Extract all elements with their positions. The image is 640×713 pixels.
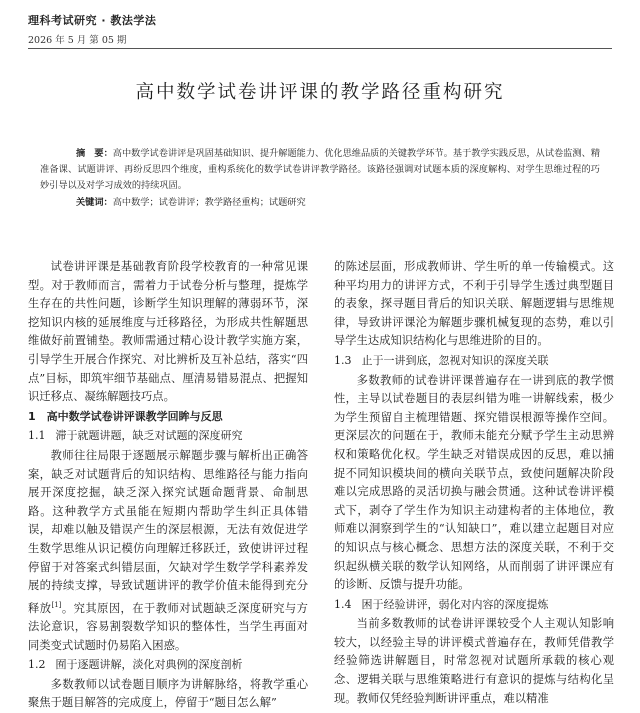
abstract-text: 高中数学试卷讲评是巩固基础知识、提升解题能力、优化思维品质的关键教学环节。基于教学实践反思，从试卷监测、精准备课、试题讲评、再纷反思四个维度，重构系统化的数学试卷讲评教学路径。该路径强调对试题本质的深度解构、对学生思维过程的巧妙引导以及对学习成效的持续巩固。 [40, 148, 601, 191]
section-title: 困于经验讲评，弱化对内容的深度提炼 [361, 597, 549, 611]
section-number: 1.3 [334, 353, 352, 367]
journal-name: 理科考试研究 · 教法学法 [28, 14, 157, 27]
section-title: 滞于就题讲题，缺乏对试题的深度研究 [55, 429, 243, 443]
header-rule [28, 48, 612, 49]
body-paragraph: 多数教师以试卷题目顺序为讲解脉络，将教学重心聚焦于题目解答的完成度上，停留于“题目怎么解” [28, 677, 308, 710]
section-heading-1-2 [28, 656, 308, 675]
left-column [28, 258, 308, 713]
paragraph-text: 。究其原因，在于教师对试题缺乏深度研究与方法论意识，容易割裂数学知识的整体性，当学生再面对同类变式试题时仍易陷入困惑。 [28, 601, 308, 652]
journal-header [28, 12, 156, 46]
body-paragraph: 多数教师的试卷讲评课普遍存在一讲到底的教学惯性，主导以试卷题目的表层纠错为唯一讲解线索，极少为学生预留自主梳理错题、探究错误根源等操作空间。更深层次的问题在于，教师未能充分赋予学生主动思辨权和策略优化权。学生缺乏对错误成因的反思，难以捕捉不同知识模块间的横向关联节点，致使问题解决阶段难以完成思路的灵活切换与融会贯通。这种试卷讲评模式下，剥夺了学生作为知识主动建构者的主体地位，教师难以洞察到学生的“认知缺口”，难以建立起题目对应的知识点与核心概念、思想方法的深度关联，不利于交织起纵横关联的数学认知网络，从而削弱了讲评课应有的诊断、反馈与提升功能。 [334, 373, 614, 592]
intro-paragraph: 试卷讲评课是基础教育阶段学校教育的一种常见课型。对于教师而言，需着力于试卷分析与整理，提炼学生存在的共性问题，诊断学生知识理解的薄弱环节，深挖知识内核的延展维度与迁移路径，为形成共性解题思维做好前置铺垫。教师需通过精心设计教学实施方案，引导学生开展合作探究、对比辨析及互补总结，落实“四点”目标，即筑牢细节基础点、厘清易错易混点、把握知识迁移点、凝练解题技巧点。 [28, 260, 308, 404]
citation-1: [1] [51, 600, 62, 609]
keywords-label: 关键词： [76, 197, 113, 208]
section-number: 1.1 [28, 429, 46, 443]
section-heading-1-1 [28, 427, 308, 446]
keywords [40, 195, 600, 211]
body-paragraph-continued: 的陈述层面，形成教师讲、学生听的单一传输模式。这种平均用力的讲评方式，不利于引导学生透过典型题目的表象，探寻题目背后的知识关联、解题逻辑与思维规律，导致讲评课沦为解题步骤机械复现的态势，难以引导学生达成知识结构化与思维进阶的目的。 [334, 260, 614, 348]
section-title: 囿于逐题讲解，淡化对典例的深度剖析 [55, 658, 243, 672]
keywords-text: 高中数学；试卷讲评；教学路径重构；试题研究 [112, 197, 306, 208]
issue-info: 2026 年 5 月 第 05 期 [28, 35, 127, 46]
abstract-label: 摘 要： [76, 148, 113, 159]
article-title: 高中数学试卷讲评课的教学路径重构研究 [135, 82, 505, 103]
paragraph-text: 教师往往局限于逐题展示解题步骤与解析出正确答案，缺乏对试题背后的知识结构、思维路径与能力指向展开深度挖掘，缺乏深入探究试题命题背景、命制思路。这种教学方式虽能在短期内帮助学生纠正具体错误，却难以触及错误产生的深层根源，无法有效促进学生数学思维从识记模仿向理解迁移跃迁，致使讲评过程停留于对答案式纠错层面，欠缺对学生数学学科素养发展的持续支撑，导致试题讲评的教学价值未能得到充分释放 [28, 448, 308, 615]
section-number: 1.2 [28, 658, 46, 672]
abstract-block [40, 146, 600, 211]
section-title: 止于一讲到底，忽视对知识的深度关联 [361, 353, 549, 367]
section-heading-1: 1 高中数学试卷讲评课教学回眸与反思 [28, 409, 223, 423]
right-column [334, 258, 614, 708]
section-number: 1.4 [334, 597, 352, 611]
section-heading-1-3 [334, 352, 614, 371]
body-paragraph: 当前多数教师的试卷讲评课较受个人主观认知影响较大，以经验主导的讲评模式普遍存在，教师凭借教学经验筛选讲解题目，时常忽视对试题所承载的核心观念、逻辑关联与思维策略进行有意识的提炼与结构化呈现。教师仅凭经验判断讲评重点，难以精准 [334, 617, 614, 705]
body-paragraph [28, 447, 308, 655]
abstract [40, 146, 600, 194]
section-heading-1-4 [334, 596, 614, 615]
